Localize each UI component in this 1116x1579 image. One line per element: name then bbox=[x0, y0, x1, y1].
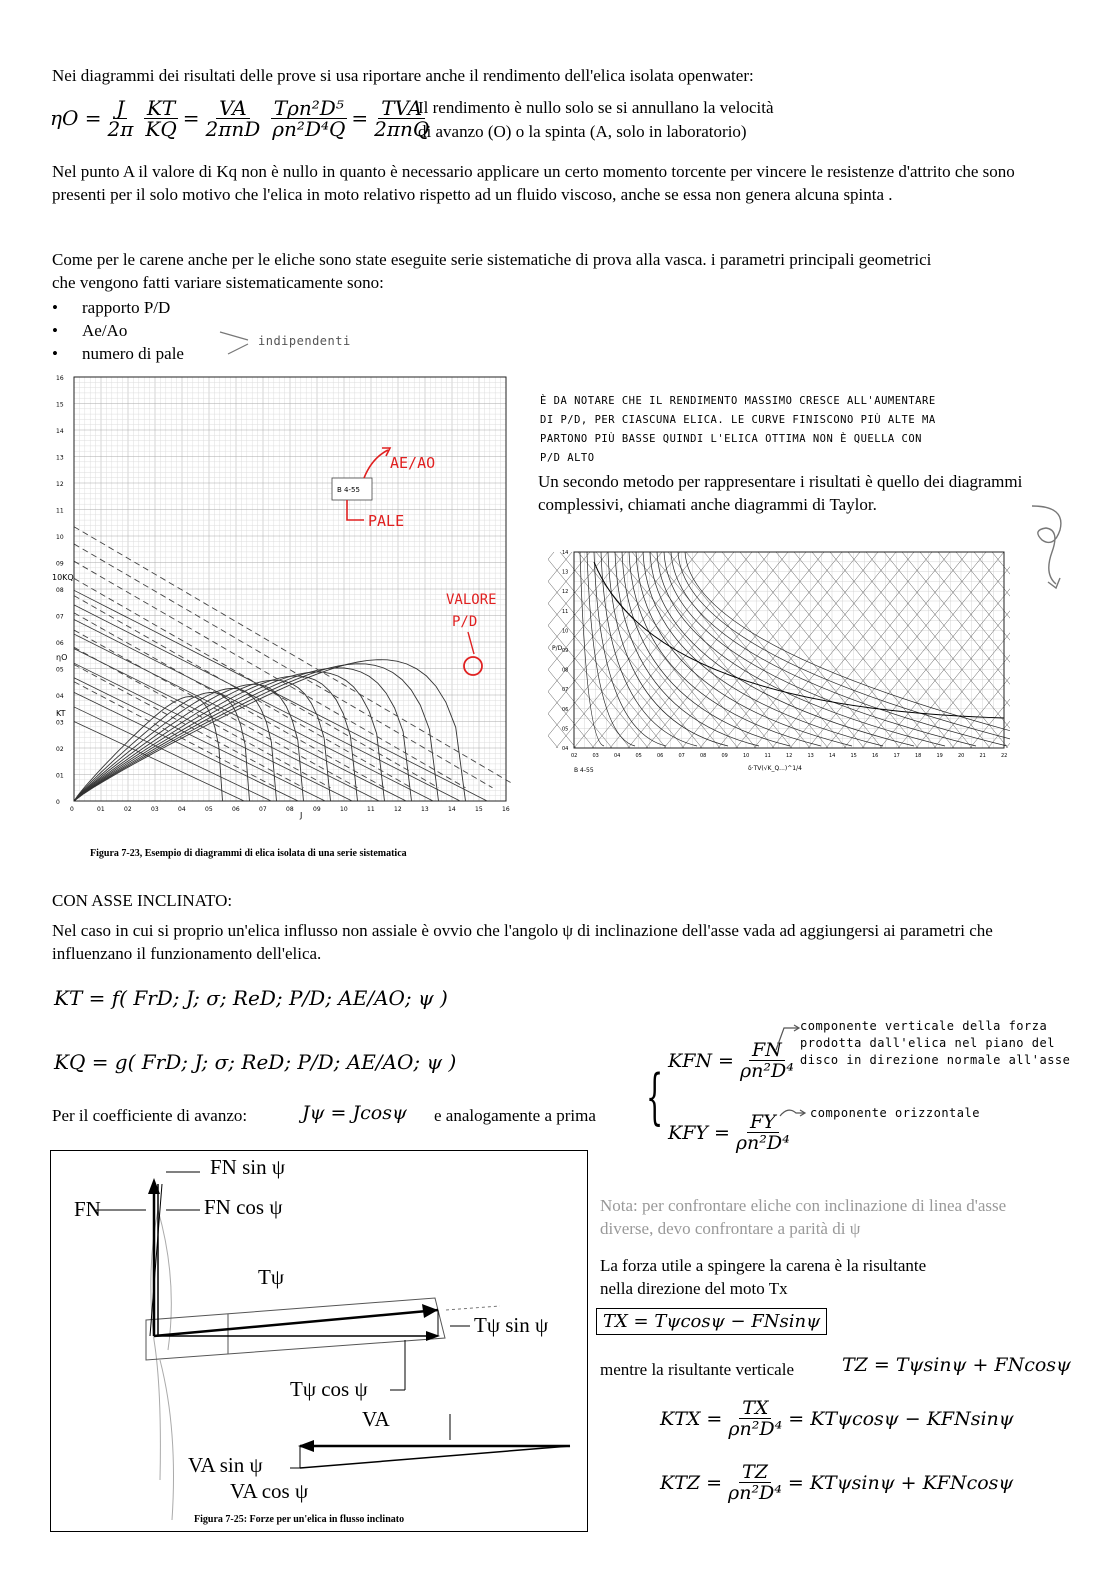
taylor-curve bbox=[636, 552, 852, 746]
kq-curve bbox=[74, 578, 439, 787]
avanzo-equation: Jψ = Jcosψ bbox=[302, 1102, 407, 1124]
ktx-formula: KTX = $\frac{TX}{\text{ρn²D⁴}}$ = KTψcosψ − KFNsinψ bbox=[660, 1397, 1014, 1440]
y-tick-label: 11 bbox=[56, 507, 64, 515]
taylor-x-tick: 03 bbox=[592, 753, 599, 759]
y-tick-label: 04 bbox=[56, 693, 64, 700]
y-tick-label: 10 bbox=[56, 534, 64, 541]
eta-f1-den: 2π bbox=[107, 116, 134, 141]
intro-line: Nei diagrammi dei risultati delle prove si usa riportare anche il rendimento dell'elica isolata openwater: bbox=[52, 66, 754, 85]
ylabel-kt: KT bbox=[56, 709, 66, 718]
ylabel-kq: 10KQ bbox=[52, 573, 74, 582]
x-tick-label: 02 bbox=[124, 806, 132, 813]
taylor-series-label: B 4-55 bbox=[574, 767, 594, 774]
ann-pale: PALE bbox=[368, 512, 405, 530]
taylor-y-tick: 09 bbox=[562, 648, 569, 654]
x-tick-label: 12 bbox=[394, 806, 402, 813]
ktz-formula: KTZ = $\frac{TZ}{\text{ρn²D⁴}}$ = KTψsinψ + KFNcosψ bbox=[660, 1461, 1014, 1504]
eta-note-1: Il rendimento è nullo solo se si annullano la velocità bbox=[418, 98, 774, 117]
ann-vertical: componente verticale della forza prodotta dall'elica nel piano del disco in direzione normale all'asse bbox=[800, 1019, 1071, 1067]
eta-f2-den: KQ bbox=[145, 116, 177, 141]
taylor-x-tick: 12 bbox=[786, 753, 793, 759]
taylor-x-tick: 17 bbox=[893, 753, 900, 759]
series-paragraph: Come per le carene anche per le eliche sono state eseguite serie sistematiche di prova alla vasca. i parametri principali geometrici che vengono fatti variare sistematicamente sono: bbox=[52, 250, 932, 292]
brace-icon: { bbox=[646, 1062, 664, 1132]
taylor-curve bbox=[664, 552, 976, 746]
kq-curve bbox=[74, 561, 466, 788]
x-tick-label: 03 bbox=[151, 806, 159, 813]
taylor-y-tick: 14 bbox=[562, 550, 569, 556]
ylabel-eta: ηO bbox=[56, 653, 68, 662]
inclined-paragraph: Nel caso in cui si proprio un'elica influsso non assiale è ovvio che l'angolo ψ di inclinazione dell'asse vada ad aggiungersi ai parametri che influenzano il funzionamento dell'elica. bbox=[52, 921, 993, 963]
label-va-cos: VA cos ψ bbox=[230, 1479, 309, 1503]
eta-formula bbox=[50, 92, 435, 144]
taylor-curve bbox=[685, 552, 1010, 746]
ann-ae: AE/AO bbox=[390, 454, 436, 472]
ann-arrow-icon bbox=[778, 1106, 808, 1120]
eta-eq2: = bbox=[351, 106, 369, 130]
taylor-x-tick: 14 bbox=[829, 753, 836, 759]
y-tick-label: 05 bbox=[56, 666, 64, 674]
tx-equation: TX = Tψcosψ − FNsinψ bbox=[596, 1308, 827, 1335]
handwritten-note: È DA NOTARE CHE IL RENDIMENTO MASSIMO CRESCE ALL'AUMENTARE DI P/D, PER CIASCUNA ELICA. LE CURVE FINISCONO PIÙ ALTE MA PARTONO PIÙ BASSE QUINDI L'ELICA OTTIMA NON È QUELLA CON P/D ALTO bbox=[540, 395, 936, 464]
taylor-x-tick: 13 bbox=[807, 753, 814, 759]
taylor-y-tick: 13 bbox=[562, 569, 569, 576]
eta-f5-den: 2πnQ bbox=[374, 116, 430, 141]
taylor-ylabel: P/D bbox=[552, 645, 563, 652]
prima-text: e analogamente a prima bbox=[434, 1106, 596, 1125]
inclined-flow-figure bbox=[50, 1150, 588, 1532]
indip-brace-icon bbox=[218, 326, 258, 358]
taylor-y-tick: 05 bbox=[562, 726, 569, 733]
y-tick-label: 03 bbox=[56, 719, 64, 727]
y-tick-label: 14 bbox=[56, 428, 64, 435]
section-heading: CON ASSE INCLINATO: bbox=[52, 891, 233, 910]
taylor-y-tick: 11 bbox=[562, 608, 569, 615]
taylor-curve bbox=[601, 552, 697, 746]
taylor-chart bbox=[548, 544, 1010, 784]
eta-f5-num: TVA bbox=[378, 98, 425, 119]
eta-curve bbox=[74, 672, 385, 801]
ann-arrow-icon bbox=[772, 1020, 802, 1054]
x-tick-label: 04 bbox=[178, 806, 186, 813]
taylor-y-tick: 06 bbox=[562, 706, 569, 713]
x-tick-label: 07 bbox=[259, 806, 267, 813]
kfy-formula: KFY = $\frac{FY}{\text{ρn²D⁴}}$ bbox=[668, 1111, 790, 1154]
y-tick-label: 08 bbox=[56, 587, 64, 594]
figure-caption-2: Figura 7-25: Forze per un'elica in flusso inclinato bbox=[194, 1514, 405, 1525]
y-tick-label: 02 bbox=[56, 746, 64, 753]
bullet-item: • Ae/Ao bbox=[52, 321, 128, 340]
label-t-cos: Tψ cos ψ bbox=[290, 1377, 368, 1401]
kq-equation: KQ = g( FrD; J; σ; ReD; P/D; AE/AO; ψ ) bbox=[54, 1050, 457, 1074]
y-tick-label: 0 bbox=[56, 799, 60, 806]
series-label: B 4-55 bbox=[337, 486, 360, 494]
y-tick-label: 09 bbox=[56, 560, 64, 568]
taylor-x-tick: 05 bbox=[635, 753, 642, 759]
eta-note-2: di avanzo (O) o la spinta (A, solo in laboratorio) bbox=[418, 122, 747, 141]
taylor-y-tick: 07 bbox=[562, 687, 569, 694]
kq-paragraph: Nel punto A il valore di Kq non è nullo in quanto è necessario applicare un certo momento torcente per vincere le resistenze d'attrito che sono presenti per il solo motivo che l'elica in moto relativo rispetto ad un fluido viscoso, anche se essa non genera alcuna spinta . bbox=[52, 162, 1015, 204]
figure-caption-1: Figura 7-23, Esempio di diagrammi di elica isolata di una serie sistematica bbox=[90, 848, 407, 859]
label-t-sin: Tψ sin ψ bbox=[474, 1313, 549, 1337]
ann-pd: P/D bbox=[452, 614, 478, 630]
ann-valore: VALORE bbox=[446, 592, 497, 608]
kt-equation: KT = f( FrD; J; σ; ReD; P/D; AE/AO; ψ ) bbox=[54, 986, 448, 1010]
taylor-x-tick: 10 bbox=[743, 753, 750, 759]
taylor-x-tick: 16 bbox=[872, 753, 879, 759]
label-va: VA bbox=[362, 1407, 390, 1431]
y-tick-label: 01 bbox=[56, 772, 64, 780]
taylor-curve bbox=[671, 552, 1007, 746]
taylor-x-tick: 19 bbox=[936, 753, 943, 759]
chart2-grid bbox=[574, 552, 1004, 748]
eta-f3-den: 2πnD bbox=[205, 116, 261, 141]
bullet-item: • numero di pale bbox=[52, 344, 184, 363]
eta-f1-num: J bbox=[113, 98, 127, 119]
x-tick-label: 09 bbox=[313, 806, 321, 813]
bullet-list bbox=[52, 296, 184, 365]
taylor-x-tick: 09 bbox=[721, 753, 728, 759]
label-fn: FN bbox=[74, 1197, 101, 1221]
eta-lhs: ηO = bbox=[50, 106, 102, 130]
ann-circle-icon bbox=[464, 657, 482, 675]
ann-horizontal: componente orizzontale bbox=[810, 1106, 980, 1120]
taylor-y-tick: 04 bbox=[562, 746, 569, 752]
taylor-x-tick: 11 bbox=[764, 753, 771, 759]
taylor-x-tick: 22 bbox=[1001, 753, 1008, 759]
y-tick-label: 15 bbox=[56, 401, 64, 409]
x-tick-label: 08 bbox=[286, 806, 294, 813]
kq-curve bbox=[74, 527, 512, 788]
openwater-chart bbox=[42, 370, 512, 820]
x-tick-label: 13 bbox=[421, 806, 429, 813]
label-fn-cos: FN cos ψ bbox=[204, 1195, 283, 1219]
taylor-xlabel: δ·TV(√K_Q...)^1/4 bbox=[748, 765, 802, 772]
taylor-x-tick: 04 bbox=[614, 753, 621, 759]
x-tick-label: 0 bbox=[70, 806, 74, 813]
taylor-x-tick: 07 bbox=[678, 753, 685, 759]
mentre-text: mentre la risultante verticale bbox=[600, 1360, 794, 1379]
taylor-x-tick: 18 bbox=[915, 753, 922, 759]
kfn-formula: KFN = $\frac{FN}{\text{ρn²D⁴}}$ bbox=[668, 1039, 794, 1082]
taylor-y-tick: 08 bbox=[562, 667, 569, 674]
label-va-sin: VA sin ψ bbox=[188, 1453, 263, 1477]
kt-curve bbox=[74, 634, 406, 801]
taylor-paragraph: Un secondo metodo per rappresentare i risultati è quello dei diagrammi complessivi, chiamati anche diagrammi di Taylor. bbox=[538, 472, 1023, 514]
curl-arrow-icon bbox=[1026, 500, 1076, 596]
taylor-y-tick: 12 bbox=[562, 589, 569, 596]
y-tick-label: 12 bbox=[56, 481, 64, 488]
y-tick-label: 07 bbox=[56, 613, 64, 621]
label-fn-sin: FN sin ψ bbox=[210, 1155, 285, 1179]
y-tick-label: 06 bbox=[56, 640, 64, 647]
x-tick-label: 01 bbox=[97, 806, 105, 813]
xlabel-j: J bbox=[300, 811, 303, 820]
y-tick-label: 16 bbox=[56, 375, 64, 382]
taylor-y-tick: 10 bbox=[562, 628, 569, 635]
label-t-psi: Tψ bbox=[258, 1265, 284, 1289]
chart1-grid bbox=[74, 377, 506, 801]
taylor-x-tick: 15 bbox=[850, 753, 857, 759]
taylor-x-tick: 06 bbox=[657, 753, 664, 759]
x-tick-label: 15 bbox=[475, 806, 483, 813]
tz-equation: TZ = Tψsinψ + FNcosψ bbox=[842, 1354, 1071, 1376]
taylor-x-tick: 08 bbox=[700, 753, 707, 759]
x-tick-label: 11 bbox=[367, 806, 375, 813]
x-tick-label: 06 bbox=[232, 806, 240, 813]
x-tick-label: 05 bbox=[205, 806, 213, 813]
kt-curve bbox=[74, 605, 460, 801]
x-tick-label: 14 bbox=[448, 806, 456, 813]
x-tick-label: 10 bbox=[340, 806, 348, 813]
bullet-item: • rapporto P/D bbox=[52, 298, 171, 317]
eta-f4-num: Tρn²D⁵ bbox=[271, 98, 347, 119]
forza-text: La forza utile a spingere la carena è la risultante nella direzione del moto Tx bbox=[600, 1256, 927, 1298]
eta-f4-den: ρn²D⁴Q bbox=[272, 116, 346, 141]
eta-f3-num: VA bbox=[216, 98, 250, 119]
eta-f2-num: KT bbox=[144, 98, 178, 119]
taylor-x-tick: 20 bbox=[958, 753, 965, 759]
taylor-x-tick: 02 bbox=[571, 753, 578, 759]
y-tick-label: 13 bbox=[56, 454, 64, 462]
taylor-x-tick: 21 bbox=[979, 753, 986, 759]
nota-text: Nota: per confrontare eliche con inclinazione di linea d'asse diverse, devo confrontare a parità di ψ bbox=[600, 1196, 1007, 1238]
indip-note: indipendenti bbox=[258, 334, 351, 348]
avanzo-text: Per il coefficiente di avanzo: bbox=[52, 1106, 248, 1125]
eta-eq: = bbox=[182, 106, 200, 130]
x-tick-label: 16 bbox=[502, 806, 510, 813]
